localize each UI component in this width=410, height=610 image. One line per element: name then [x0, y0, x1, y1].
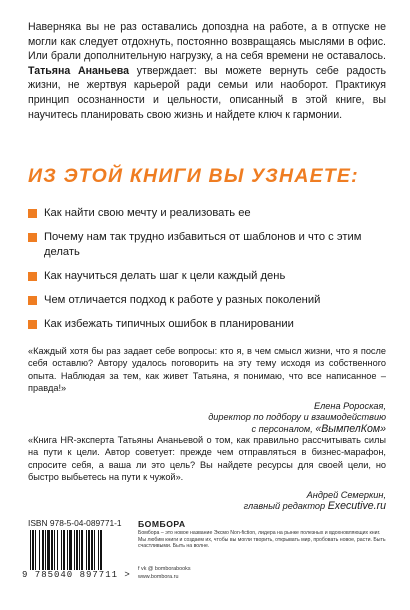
square-bullet-icon: [28, 209, 37, 218]
bullet-item: [28, 206, 388, 221]
publisher-logo: БОМБОРА: [138, 519, 186, 529]
barcode-image: [28, 530, 126, 570]
testimonial-author: Елена Ророская,: [314, 400, 386, 411]
intro-text-start: Наверняка вы не раз оставались допоздна на работе, а в отпуске не могли как следует отдохнуть, постоянно возвращаясь мыслями в офис. Или брали дополнительную нагрузку, а на себя времени не оставалось.: [28, 21, 386, 63]
testimonial-company: «ВымпелКом»: [315, 422, 386, 435]
barcode-digits: 9 785040 897711 >: [22, 570, 131, 580]
testimonial-attribution: [28, 401, 386, 436]
publisher-website: www.bombora.ru: [138, 574, 179, 580]
author-name: Татьяна Ананьева: [28, 64, 129, 77]
bullet-item: [28, 230, 388, 260]
testimonial-text: «Каждый хотя бы раз задает себе вопросы: кто я, в чем смысл жизни, что я после себя оставлю? Автору удалось поговорить на эту тему исходя из собственного опыта. Наблюдая за тем, как живет Татьяна, я понимаю, что все написанное – правда!»: [28, 346, 386, 394]
bullet-text: Как найти свою мечту и реализовать ее: [44, 207, 251, 219]
bullet-text: Как научиться делать шаг к цели каждый день: [44, 270, 286, 282]
intro-text-end: утверждает: вы можете вернуть себе радость жизни, не жертвуя карьерой ради семьи или наоборот. Практикуя принцип осознанности и цельности, описанный в этой книге, вы научитесь планировать свою жизнь и найдете ключ к гармонии.: [28, 64, 386, 121]
bullet-text: Почему нам так трудно избавиться от шаблонов и что с этим делать: [44, 231, 362, 258]
bullet-text: Как избежать типичных ошибок в планировании: [44, 318, 294, 330]
testimonial-role-line: [28, 501, 386, 513]
square-bullet-icon: [28, 320, 37, 329]
bullet-item: [28, 293, 388, 308]
testimonial-role: директор по подбору и взаимодействию: [208, 412, 386, 423]
testimonial-role: главный редактор: [243, 501, 326, 512]
bullet-item: [28, 269, 388, 284]
testimonial-author: Андрей Семеркин,: [306, 489, 386, 500]
isbn-label: ISBN 978-5-04-089771-1: [28, 518, 122, 528]
testimonial-text: «Книга HR-эксперта Татьяны Ананьевой о том, как правильно рассчитывать силы на пути к цели. Автор советует: прежде чем отправляться в бизнес-марафон, спросите себя, а ваша ли это цель? Вы найдете ресурсы для своей цели, но быстро выбьетесь на пути к чужой».: [28, 435, 386, 483]
intro-paragraph: [28, 20, 386, 122]
section-heading: ИЗ ЭТОЙ КНИГИ ВЫ УЗНАЕТЕ:: [28, 165, 359, 187]
publisher-description: Бомбора – это новое название Эксмо Non-fiction, лидера на рынке полезных и вдохновляющих книг. Мы любим книги и создаем их, чтобы вы могли творить, открывать мир, пробовать новое, расти. Быть счастливыми. Быть на волне.: [138, 530, 386, 550]
square-bullet-icon: [28, 296, 37, 305]
testimonial-attribution: [28, 490, 386, 513]
testimonial: [28, 345, 386, 435]
testimonial-company: Executive.ru: [327, 500, 386, 513]
testimonial: [28, 434, 386, 513]
square-bullet-icon: [28, 233, 37, 242]
social-handle: f vk @ bomborabooks: [138, 566, 191, 572]
bullet-list: [28, 206, 388, 341]
square-bullet-icon: [28, 272, 37, 281]
bullet-text: Чем отличается подход к работе у разных поколений: [44, 294, 321, 306]
testimonial-role-cont: с персоналом,: [251, 423, 313, 434]
bullet-item: [28, 317, 388, 332]
